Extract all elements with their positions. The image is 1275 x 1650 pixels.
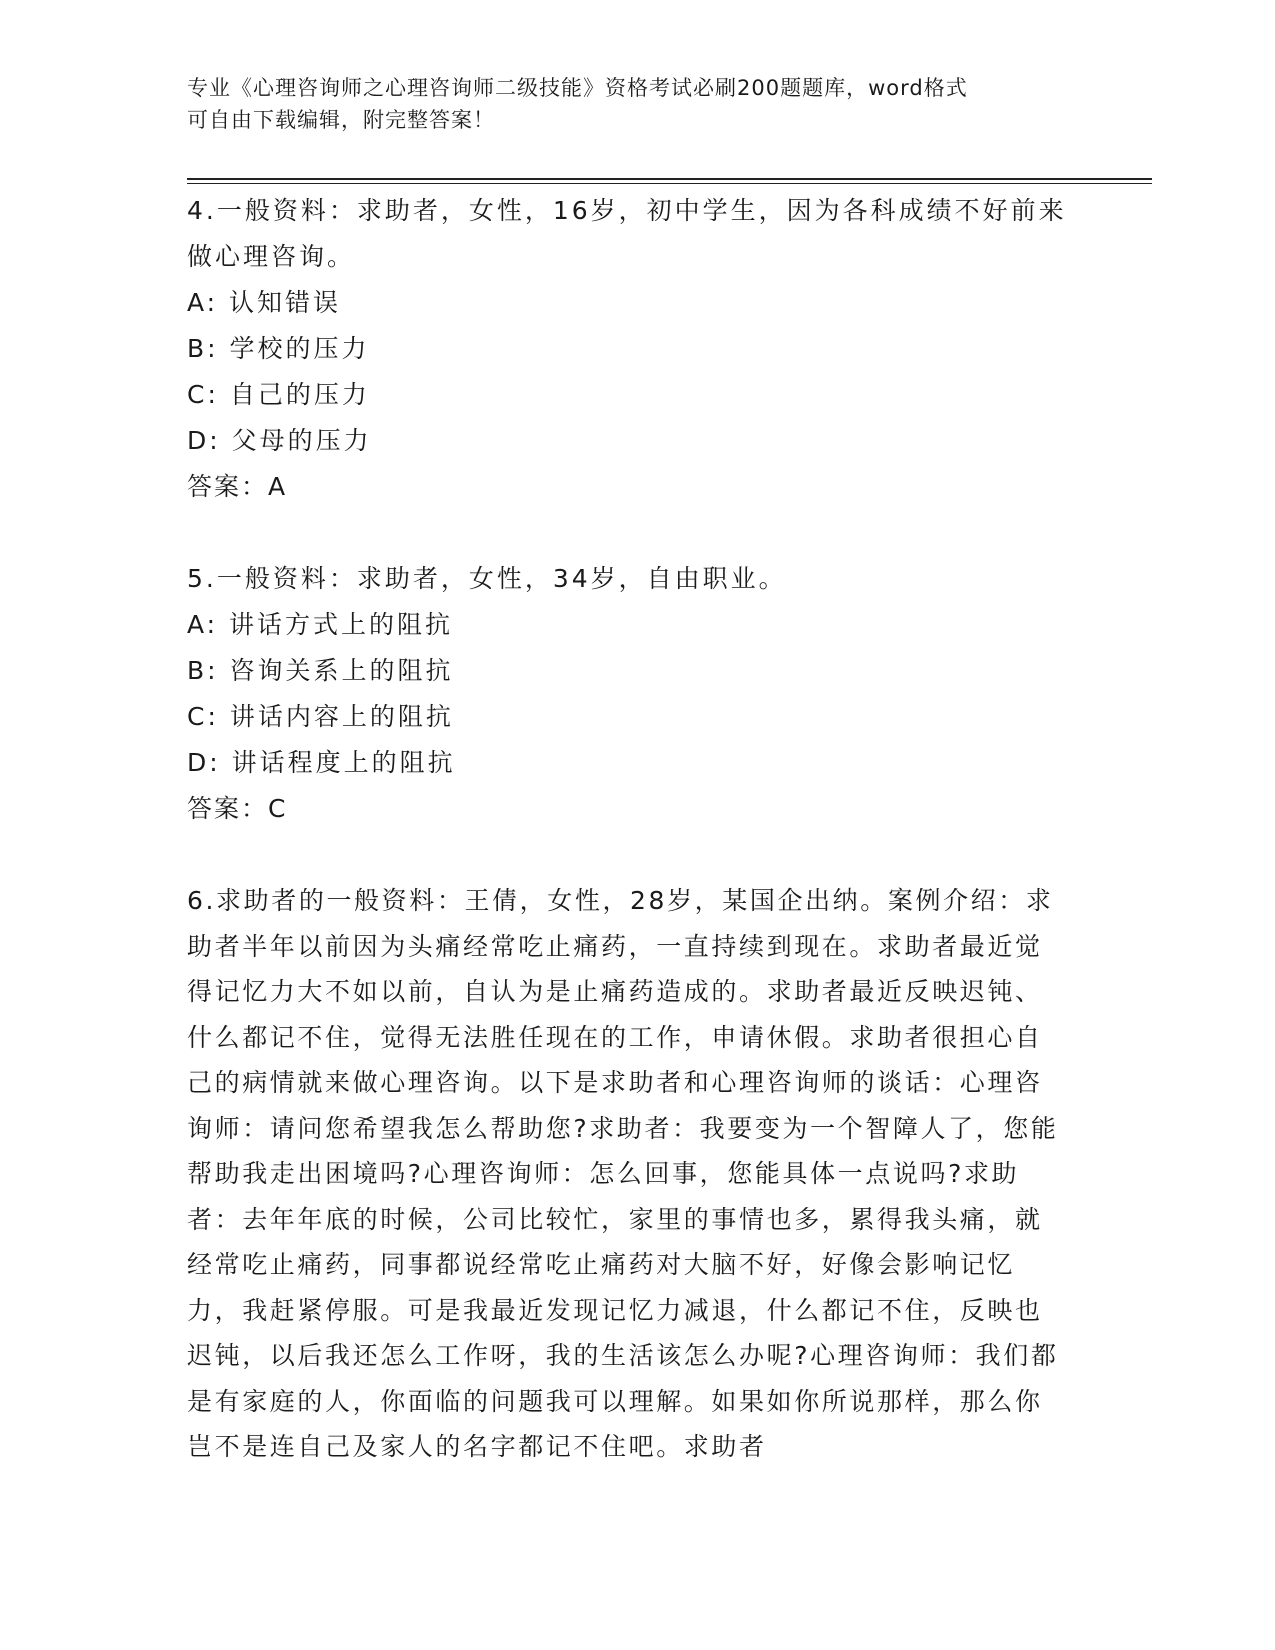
document-header — [187, 72, 1067, 136]
question-text: 6.求助者的一般资料：王倩，女性，28岁，某国企出纳。案例介绍：求助者半年以前因为头痛经常吃止痛药，一直持续到现在。求助者最近觉得记忆力大不如以前，自认为是止痛药造成的。求助者最近反映迟钝、什么都记不住，觉得无法胜任现在的工作，申请休假。求助者很担心自己的病情就来做心理咨询。以下是求助者和心理咨询师的谈话：心理咨询师：请问您希望我怎么帮助您?求助者：我要变为一个智障人了，您能帮助我走出困境吗?心理咨询师：怎么回事，您能具体一点说吗?求助者：去年年底的时候，公司比较忙，家里的事情也多，累得我头痛，就经常吃止痛药，同事都说经常吃止痛药对大脑不好，好像会影响记忆力，我赶紧停服。可是我最近发现记忆力减退，什么都记不住，反映也迟钝，以后我还怎么工作呀，我的生活该怎么办呢?心理咨询师：我们都是有家庭的人，你面临的问题我可以理解。如果如你所说那样，那么你岂不是连自己及家人的名字都记不住吧。求助者 — [187, 886, 1059, 1461]
option-d: D: 父母的压力 — [187, 426, 372, 455]
answer: 答案：C — [187, 794, 288, 823]
question-list — [187, 188, 1067, 1470]
option-b: B: 学校的压力 — [187, 334, 370, 363]
question-5 — [187, 556, 1067, 832]
spacer — [187, 832, 1067, 878]
option-c: C: 讲话内容上的阻抗 — [187, 702, 454, 731]
header-divider-thick — [187, 178, 1152, 180]
question-text: 4.一般资料：求助者，女性，16岁，初中学生，因为各科成绩不好前来做心理咨询。 — [187, 196, 1067, 271]
question-text: 5.一般资料：求助者，女性，34岁，自由职业。 — [187, 564, 787, 593]
option-b: B: 咨询关系上的阻抗 — [187, 656, 454, 685]
option-d: D: 讲话程度上的阻抗 — [187, 748, 456, 777]
question-4 — [187, 188, 1067, 510]
option-a: A: 认知错误 — [187, 288, 342, 317]
header-divider-thin — [187, 183, 1152, 184]
option-a: A: 讲话方式上的阻抗 — [187, 610, 454, 639]
header-line-1: 专业《心理咨询师之心理咨询师二级技能》资格考试必刷200题题库，word格式 — [187, 76, 968, 100]
spacer — [187, 510, 1067, 556]
answer: 答案：A — [187, 472, 288, 501]
header-line-2: 可自由下载编辑，附完整答案！ — [187, 108, 495, 132]
option-c: C: 自己的压力 — [187, 380, 370, 409]
question-6 — [187, 878, 1067, 1470]
